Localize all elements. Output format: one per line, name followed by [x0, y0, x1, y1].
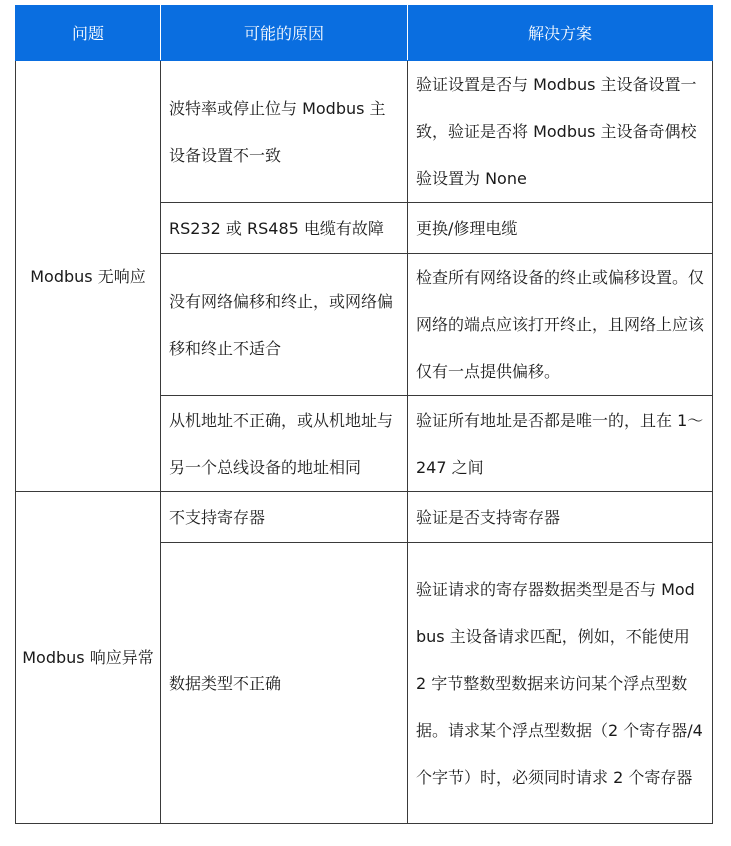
header-cause: 可能的原因: [161, 5, 408, 61]
solution-cell: 检查所有网络设备的终止或偏移设置。仅网络的端点应该打开终止，且网络上应该仅有一点提供偏移。: [408, 254, 713, 396]
cause-cell: 没有网络偏移和终止，或网络偏移和终止不适合: [161, 254, 408, 396]
cause-cell: 不支持寄存器: [161, 492, 408, 543]
header-row: [16, 5, 713, 61]
troubleshooting-table: [15, 5, 713, 824]
cause-cell: 数据类型不正确: [161, 543, 408, 824]
solution-cell: 验证所有地址是否都是唯一的，且在 1～247 之间: [408, 396, 713, 492]
solution-cell: 验证是否支持寄存器: [408, 492, 713, 543]
table-row: [16, 492, 713, 543]
table-row: [16, 61, 713, 203]
header-problem: 问题: [16, 5, 161, 61]
table-header: [16, 5, 713, 61]
solution-cell: 验证请求的寄存器数据类型是否与 Modbus 主设备请求匹配，例如，不能使用 2 字节整数型数据来访问某个浮点型数据。请求某个浮点型数据（2 个寄存器/4 个字节）时，必须同时请求 2 个寄存器: [408, 543, 713, 824]
solution-cell: 更换/修理电缆: [408, 203, 713, 254]
solution-cell: 验证设置是否与 Modbus 主设备设置一致，验证是否将 Modbus 主设备奇偶校验设置为 None: [408, 61, 713, 203]
cause-cell: RS232 或 RS485 电缆有故障: [161, 203, 408, 254]
problem-cell: Modbus 无响应: [16, 61, 161, 492]
table-body: [16, 61, 713, 824]
cause-cell: 波特率或停止位与 Modbus 主设备设置不一致: [161, 61, 408, 203]
cause-cell: 从机地址不正确，或从机地址与另一个总线设备的地址相同: [161, 396, 408, 492]
header-solution: 解决方案: [408, 5, 713, 61]
problem-cell: Modbus 响应异常: [16, 492, 161, 824]
